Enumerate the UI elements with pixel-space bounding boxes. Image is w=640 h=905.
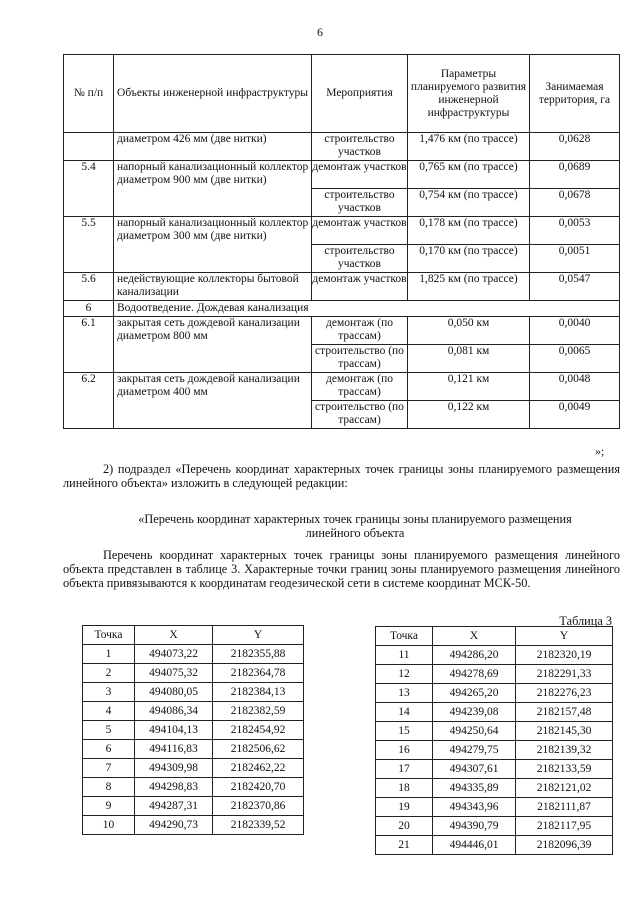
- cell-measure: строительство (по трассам): [312, 401, 408, 429]
- cell-num: [64, 133, 114, 161]
- cell-x: 494309,98: [135, 759, 213, 778]
- cell-y: 2182370,86: [213, 797, 304, 816]
- table-row: [376, 836, 613, 855]
- cell-x: 494075,32: [135, 664, 213, 683]
- cell-measure: строительство участков: [312, 245, 408, 273]
- header-num: № п/п: [64, 55, 114, 133]
- cell-area: 0,0040: [530, 317, 620, 345]
- cell-x: 494335,89: [433, 779, 516, 798]
- cell-y: 2182291,33: [516, 665, 613, 684]
- table-row: [83, 721, 304, 740]
- header-area: Занимаемая территория, га: [530, 55, 620, 133]
- cell-y: 2182133,59: [516, 760, 613, 779]
- cell-y: 2182420,70: [213, 778, 304, 797]
- cell-y: 2182462,22: [213, 759, 304, 778]
- cell-object: закрытая сеть дождевой канализации диаметром 400 мм: [114, 373, 312, 429]
- cell-y: 2182121,02: [516, 779, 613, 798]
- cell-x: 494073,22: [135, 645, 213, 664]
- cell-point: 4: [83, 702, 135, 721]
- cell-area: 0,0065: [530, 345, 620, 373]
- cell-point: 5: [83, 721, 135, 740]
- cell-y: 2182276,23: [516, 684, 613, 703]
- table-row: [83, 778, 304, 797]
- cell-y: 2182111,87: [516, 798, 613, 817]
- cell-point: 11: [376, 646, 433, 665]
- section-heading: «Перечень координат характерных точек границы зоны планируемого размещения линейного объекта: [138, 512, 572, 540]
- table-row: [376, 722, 613, 741]
- cell-param: 0,081 км: [408, 345, 530, 373]
- cell-point: 17: [376, 760, 433, 779]
- cell-point: 6: [83, 740, 135, 759]
- cell-measure: строительство (по трассам): [312, 345, 408, 373]
- cell-point: 15: [376, 722, 433, 741]
- table-row: [83, 797, 304, 816]
- cell-x: 494287,31: [135, 797, 213, 816]
- table-end-mark: »;: [595, 444, 605, 458]
- table-row: [83, 702, 304, 721]
- section-title: Водоотведение. Дождевая канализация: [114, 301, 620, 317]
- cell-point: 7: [83, 759, 135, 778]
- cell-x: 494080,05: [135, 683, 213, 702]
- cell-point: 12: [376, 665, 433, 684]
- cell-object: недействующие коллекторы бытовой канализации: [114, 273, 312, 301]
- table-row: [376, 798, 613, 817]
- cell-x: 494286,20: [433, 646, 516, 665]
- cell-param: 0,170 км (по трассе): [408, 245, 530, 273]
- cell-object: закрытая сеть дождевой канализации диаметром 800 мм: [114, 317, 312, 373]
- cell-measure: строительство участков: [312, 133, 408, 161]
- cell-area: 0,0048: [530, 373, 620, 401]
- header-point: Точка: [83, 626, 135, 645]
- cell-area: 0,0051: [530, 245, 620, 273]
- cell-point: 10: [83, 816, 135, 835]
- cell-y: 2182157,48: [516, 703, 613, 722]
- table-row: [83, 645, 304, 664]
- cell-area: 0,0049: [530, 401, 620, 429]
- table-row: [83, 759, 304, 778]
- cell-y: 2182320,19: [516, 646, 613, 665]
- cell-x: 494390,79: [433, 817, 516, 836]
- table-row: [376, 646, 613, 665]
- cell-x: 494239,08: [433, 703, 516, 722]
- cell-x: 494298,83: [135, 778, 213, 797]
- cell-x: 494290,73: [135, 816, 213, 835]
- cell-point: 18: [376, 779, 433, 798]
- cell-point: 21: [376, 836, 433, 855]
- cell-y: 2182382,59: [213, 702, 304, 721]
- coordinates-table-left: [82, 625, 304, 835]
- cell-measure: демонтаж (по трассам): [312, 373, 408, 401]
- cell-area: 0,0053: [530, 217, 620, 245]
- cell-y: 2182454,92: [213, 721, 304, 740]
- table-row: [376, 779, 613, 798]
- cell-num: 6: [64, 301, 114, 317]
- cell-object: напорный канализационный коллектор диаметром 900 мм (две нитки): [114, 161, 312, 217]
- header-objects: Объекты инженерной инфраструктуры: [114, 55, 312, 133]
- cell-y: 2182117,95: [516, 817, 613, 836]
- paragraph-amendment: 2) подраздел «Перечень координат характерных точек границы зоны планируемого размещения линейного объекта» изложить в следующей редакции:: [63, 462, 620, 490]
- coordinates-table-right: [375, 626, 613, 855]
- infrastructure-table: [63, 54, 620, 429]
- paragraph-description: Перечень координат характерных точек границы зоны планируемого размещения линейного объекта представлен в таблице 3. Характерные точки границ зоны планируемого размещения линейного объекта привязываются к координатам геодезической сети в системе координат МСК-50.: [63, 548, 620, 590]
- cell-point: 20: [376, 817, 433, 836]
- cell-object: диаметром 426 мм (две нитки): [114, 133, 312, 161]
- table-row: [376, 665, 613, 684]
- table-row: [376, 684, 613, 703]
- cell-num: 5.5: [64, 217, 114, 273]
- cell-param: 1,825 км (по трассе): [408, 273, 530, 301]
- cell-num: 5.4: [64, 161, 114, 217]
- cell-y: 2182096,39: [516, 836, 613, 855]
- cell-measure: строительство участков: [312, 189, 408, 217]
- cell-object: напорный канализационный коллектор диаметром 300 мм (две нитки): [114, 217, 312, 273]
- cell-num: 6.1: [64, 317, 114, 373]
- cell-x: 494446,01: [433, 836, 516, 855]
- cell-param: 0,122 км: [408, 401, 530, 429]
- cell-area: 0,0689: [530, 161, 620, 189]
- cell-y: 2182364,78: [213, 664, 304, 683]
- cell-x: 494265,20: [433, 684, 516, 703]
- cell-x: 494086,34: [135, 702, 213, 721]
- cell-y: 2182339,52: [213, 816, 304, 835]
- cell-point: 8: [83, 778, 135, 797]
- page-number: 6: [317, 25, 323, 39]
- cell-measure: демонтаж (по трассам): [312, 317, 408, 345]
- table-row: [83, 816, 304, 835]
- cell-x: 494104,13: [135, 721, 213, 740]
- cell-x: 494116,83: [135, 740, 213, 759]
- cell-area: 0,0547: [530, 273, 620, 301]
- cell-num: 5.6: [64, 273, 114, 301]
- header-x: X: [433, 627, 516, 646]
- cell-point: 9: [83, 797, 135, 816]
- table-row: [83, 740, 304, 759]
- cell-y: 2182506,62: [213, 740, 304, 759]
- cell-y: 2182384,13: [213, 683, 304, 702]
- cell-x: 494307,61: [433, 760, 516, 779]
- table-row: [83, 683, 304, 702]
- cell-num: 6.2: [64, 373, 114, 429]
- cell-measure: демонтаж участков: [312, 161, 408, 189]
- cell-point: 16: [376, 741, 433, 760]
- table-row: [83, 664, 304, 683]
- header-x: X: [135, 626, 213, 645]
- cell-param: 0,050 км: [408, 317, 530, 345]
- cell-measure: демонтаж участков: [312, 217, 408, 245]
- cell-point: 1: [83, 645, 135, 664]
- cell-x: 494279,75: [433, 741, 516, 760]
- table-caption: Таблица 3: [559, 614, 612, 628]
- cell-point: 13: [376, 684, 433, 703]
- cell-param: 0,765 км (по трассе): [408, 161, 530, 189]
- cell-param: 1,476 км (по трассе): [408, 133, 530, 161]
- cell-point: 2: [83, 664, 135, 683]
- table-row: [376, 741, 613, 760]
- cell-param: 0,754 км (по трассе): [408, 189, 530, 217]
- cell-area: 0,0678: [530, 189, 620, 217]
- cell-param: 0,121 км: [408, 373, 530, 401]
- cell-x: 494278,69: [433, 665, 516, 684]
- cell-point: 3: [83, 683, 135, 702]
- cell-y: 2182355,88: [213, 645, 304, 664]
- header-y: Y: [213, 626, 304, 645]
- cell-y: 2182139,32: [516, 741, 613, 760]
- cell-point: 19: [376, 798, 433, 817]
- cell-measure: демонтаж участков: [312, 273, 408, 301]
- header-y: Y: [516, 627, 613, 646]
- table-row: [376, 817, 613, 836]
- cell-param: 0,178 км (по трассе): [408, 217, 530, 245]
- header-measures: Мероприятия: [312, 55, 408, 133]
- cell-x: 494250,64: [433, 722, 516, 741]
- cell-area: 0,0628: [530, 133, 620, 161]
- cell-y: 2182145,30: [516, 722, 613, 741]
- table-row: [376, 760, 613, 779]
- cell-x: 494343,96: [433, 798, 516, 817]
- header-point: Точка: [376, 627, 433, 646]
- cell-point: 14: [376, 703, 433, 722]
- table-row: [376, 703, 613, 722]
- header-params: Параметры планируемого развития инженерной инфраструктуры: [408, 55, 530, 133]
